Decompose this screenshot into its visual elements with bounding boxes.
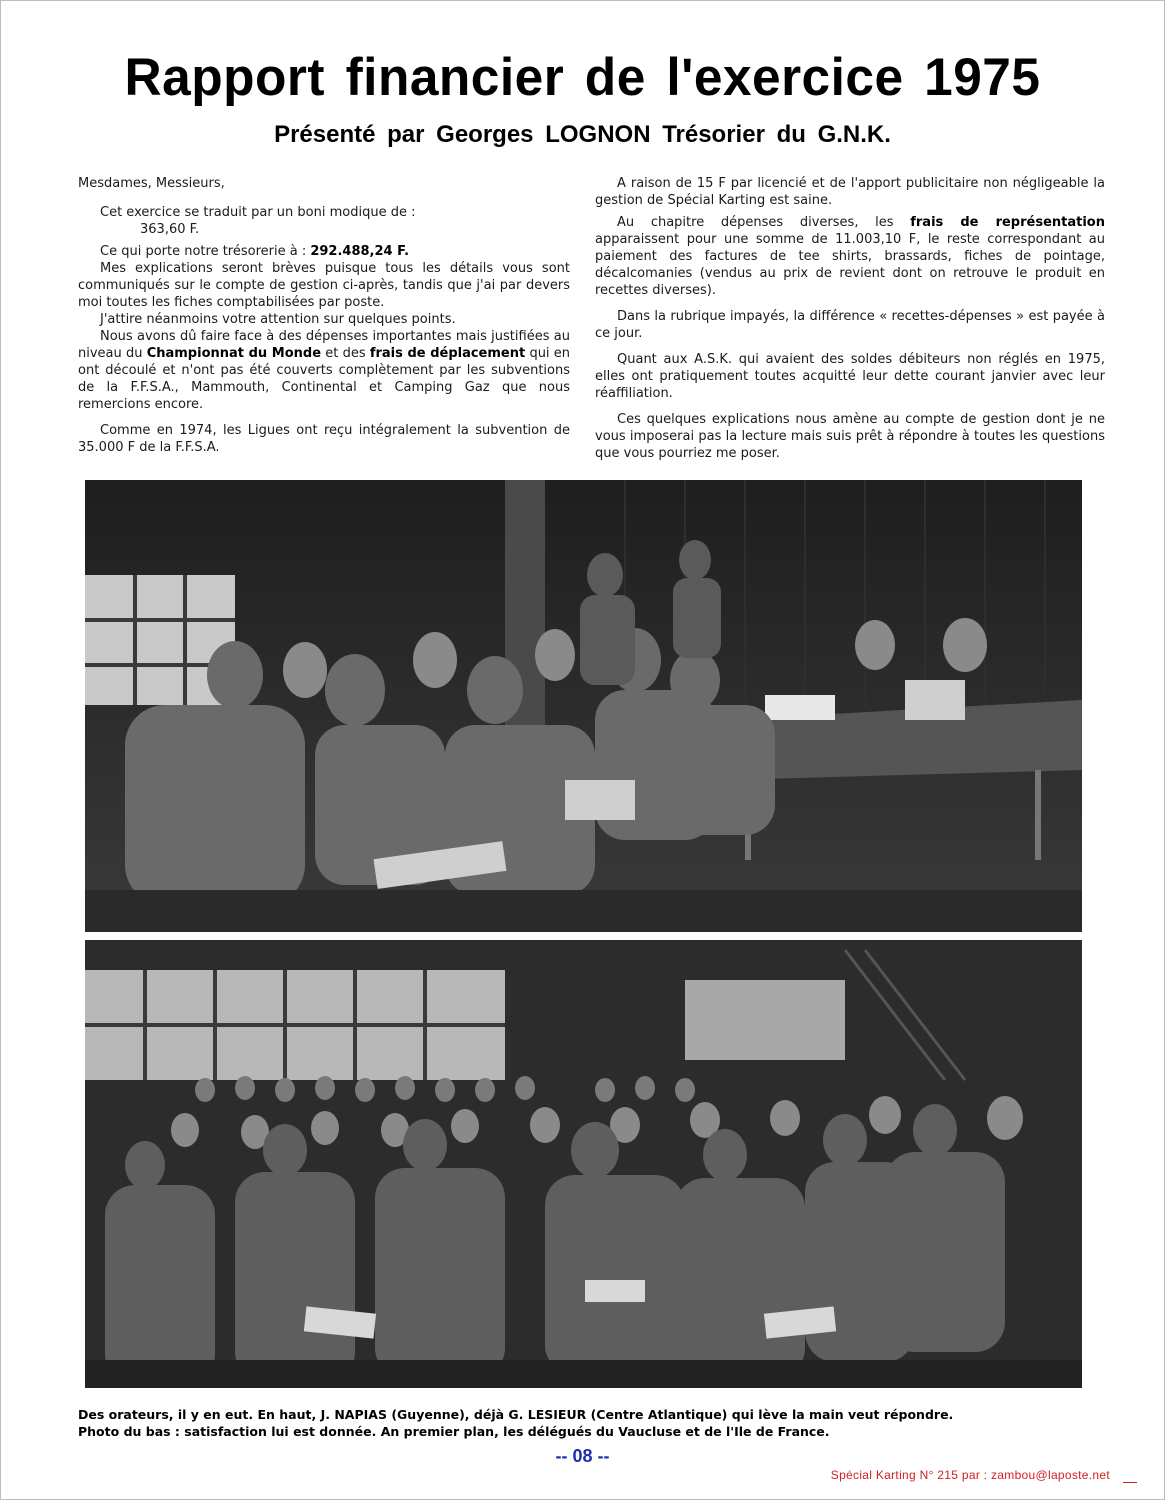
tresorerie-amount: 292.488,24 F.: [310, 244, 410, 259]
paragraph-tresorerie: [78, 243, 570, 260]
depenses-text-3: qui en ont découlé et n'ont pas été couverts complètement par les subventions de la F.F.S.A., Mammouth, Continental et Camping Gaz que nous remercions encore.: [78, 346, 570, 412]
paragraph-conclusion: Ces quelques explications nous amène au compte de gestion dont je ne vous imposerai pas la lecture mais suis prêt à répondre à toutes les questions que vous pourriez me poser.: [595, 412, 1105, 461]
credit-line: Spécial Karting N° 215 par : zambou@laposte.net: [830, 1468, 1110, 1482]
article-subtitle: Présenté par Georges LOGNON Trésorier du G.N.K.: [274, 121, 891, 148]
paragraph-depenses: [78, 328, 570, 413]
paragraph-explications: Mes explications seront brèves puisque tous les détails vous sont communiqués sur le compte de gestion ci-après, tandis que j'ai par devers moi toutes les fiches comptabilisées par poste.: [78, 261, 570, 310]
paragraph-boni: Cet exercice se traduit par un boni modique de :: [100, 205, 416, 220]
representation-text-2: apparaissent pour une somme de 11.003,10 F, le reste correspondant au paiement des factures de tee shirts, brassards, fiches de pointage, décalcomanies (vendus au prix de revient dont on retrouve le produit en recettes diverses).: [595, 232, 1105, 298]
photo-top-image: [85, 480, 1082, 932]
depenses-text-2: et des: [321, 346, 370, 361]
paragraph-ask: Quant aux A.S.K. qui avaient des soldes débiteurs non réglés en 1975, elles ont pratiquement toutes acquitté leur dette courant janvier avec leur réaffiliation.: [595, 352, 1105, 401]
left-column: [78, 175, 570, 456]
tresorerie-text: Ce qui porte notre trésorerie à :: [100, 244, 311, 259]
representation-text-1: Au chapitre dépenses diverses, les: [617, 215, 911, 230]
caption-line-2: Photo du bas : satisfaction lui est donnée. An premier plan, les délégués du Vaucluse et de l'Ile de France.: [78, 1424, 830, 1439]
paragraph-impayes: Dans la rubrique impayés, la différence « recettes-dépenses » est payée à ce jour.: [595, 309, 1105, 341]
paragraph-ligues: Comme en 1974, les Ligues ont reçu intégralement la subvention de 35.000 F de la F.F.S.A.: [78, 423, 570, 455]
paragraph-boni-amount: 363,60 F.: [140, 222, 200, 237]
photo-caption: [78, 1406, 1088, 1440]
paragraph-licencie: A raison de 15 F par licencié et de l'apport publicitaire non négligeable la gestion de Spécial Karting est saine.: [595, 176, 1105, 208]
page-number: -- 08 --: [555, 1446, 610, 1466]
salutation: Mesdames, Messieurs,: [78, 176, 225, 191]
credit-underline: [1123, 1468, 1137, 1483]
article-title: Rapport financier de l'exercice 1975: [124, 48, 1041, 107]
caption-line-1: Des orateurs, il y en eut. En haut, J. NAPIAS (Guyenne), déjà G. LESIEUR (Centre Atlantique) qui lève la main veut répondre.: [78, 1407, 954, 1422]
depenses-bold-frais: frais de déplacement: [369, 346, 526, 361]
paragraph-attention: J'attire néanmoins votre attention sur quelques points.: [100, 312, 456, 327]
photo-top: [85, 480, 1082, 932]
photo-bottom-image: [85, 940, 1082, 1388]
paragraph-representation: [595, 214, 1105, 299]
depenses-bold-championnat: Championnat du Monde: [146, 346, 322, 361]
right-column: [595, 175, 1105, 462]
representation-bold: frais de représentation: [910, 215, 1105, 230]
depenses-text-1: Nous avons dû faire face à des dépenses importantes mais justifiées au niveau du: [78, 329, 570, 361]
photo-bottom: [85, 940, 1082, 1388]
